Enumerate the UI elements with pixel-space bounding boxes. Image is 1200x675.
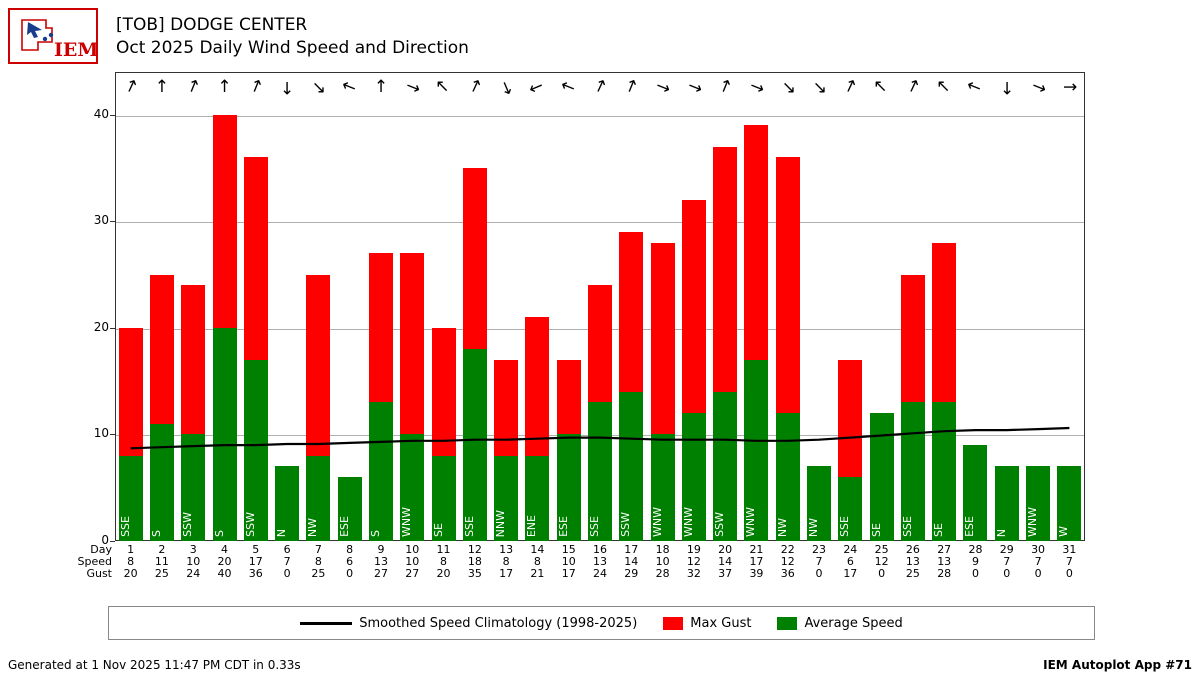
wind-direction-arrow-icon: ↑: [681, 76, 706, 98]
x-axis-speed: 10: [655, 555, 670, 568]
x-axis-gust: 0: [283, 567, 291, 580]
x-axis-speed: 12: [686, 555, 701, 568]
x-axis-day: 23: [812, 543, 827, 556]
x-axis-day: 18: [655, 543, 670, 556]
x-axis-day-column: [588, 544, 612, 580]
wind-direction-arrow-icon: ↑: [744, 76, 769, 98]
x-axis-day: 29: [999, 543, 1014, 556]
x-axis-day-column: [838, 544, 862, 580]
bar-direction-label: SE: [932, 523, 946, 537]
x-axis-day: 31: [1062, 543, 1077, 556]
bar-column: [463, 72, 487, 541]
bar-direction-label: N: [275, 528, 289, 537]
bar-column: [682, 72, 706, 541]
bar-column: [244, 72, 268, 541]
x-axis-speed: 7: [283, 555, 291, 568]
wind-direction-arrow-icon: ↑: [154, 77, 170, 97]
x-axis-gust: 20: [436, 567, 451, 580]
bar-column: [213, 72, 237, 541]
x-axis-gust: 27: [373, 567, 388, 580]
y-axis-tick-label: 20: [93, 319, 109, 334]
x-axis-speed: 10: [405, 555, 420, 568]
bar-column: [432, 72, 456, 541]
wind-direction-arrow-icon: ↑: [119, 74, 142, 100]
wind-direction-arrow-icon: ↑: [217, 77, 232, 97]
svg-text:IEM: IEM: [54, 39, 98, 61]
bar-direction-label: NW: [807, 517, 821, 537]
x-axis-gust: 0: [1065, 567, 1073, 580]
x-axis-day: 10: [405, 543, 420, 556]
y-axis-tick-mark: [110, 434, 115, 435]
x-axis-speed: 8: [502, 555, 510, 568]
x-axis-speed: 9: [971, 555, 979, 568]
x-axis-day: 19: [686, 543, 701, 556]
x-axis-day-column: [150, 544, 174, 580]
legend-item-gust: [663, 616, 751, 631]
x-axis-day-column: [963, 544, 987, 580]
bar-direction-label: ESE: [337, 516, 351, 537]
bar-column: [713, 72, 737, 541]
bar-column: [901, 72, 925, 541]
bar-direction-label: WNW: [744, 507, 758, 537]
x-axis-speed: 10: [561, 555, 576, 568]
bar-column: [181, 72, 205, 541]
x-axis-gust: 0: [346, 567, 354, 580]
bar-direction-label: S: [149, 530, 163, 537]
page-title: [116, 14, 469, 60]
wind-direction-arrow-icon: ↑: [1059, 79, 1080, 95]
bar-direction-label: W: [1057, 526, 1071, 537]
x-axis-speed: 10: [186, 555, 201, 568]
x-axis-day-column: [1057, 544, 1081, 580]
x-axis-speed: 8: [440, 555, 448, 568]
x-axis-day: 3: [189, 543, 197, 556]
wind-direction-arrow-icon: ↑: [620, 75, 642, 99]
x-axis-day: 15: [561, 543, 576, 556]
bar-direction-label: SSW: [181, 512, 195, 537]
wind-direction-arrow-icon: ↑: [999, 77, 1014, 97]
legend-label-average: Average Speed: [804, 615, 903, 631]
legend-item-climatology: [300, 616, 637, 631]
wind-direction-arrow-icon: ↑: [495, 75, 517, 99]
legend-swatch-average: [777, 617, 797, 630]
x-axis-speed: 8: [533, 555, 541, 568]
bar-column: [838, 72, 862, 541]
row-label-speed: Speed: [77, 555, 112, 568]
x-axis-gust: 17: [843, 567, 858, 580]
x-axis-gust: 35: [467, 567, 482, 580]
x-axis-gust: 0: [1034, 567, 1042, 580]
wind-direction-arrow-icon: ↑: [902, 74, 924, 100]
bar-column: [150, 72, 174, 541]
x-axis-day: 21: [749, 543, 764, 556]
x-axis-day-column: [369, 544, 393, 580]
x-axis-speed: 17: [749, 555, 764, 568]
y-axis-tick-mark: [110, 541, 115, 542]
wind-direction-arrow-icon: ↑: [279, 77, 295, 97]
bar-direction-label: WNW: [400, 507, 414, 537]
x-axis-day-column: [807, 544, 831, 580]
bar-column: [1057, 72, 1081, 541]
wind-direction-arrow-icon: ↑: [589, 74, 611, 100]
x-axis-gust: 0: [815, 567, 823, 580]
bar-column: [557, 72, 581, 541]
wind-direction-arrow-icon: ↑: [556, 76, 581, 98]
x-axis-day-column: [682, 544, 706, 580]
legend-label-gust: Max Gust: [690, 615, 752, 631]
bar-average-speed: [870, 413, 894, 541]
x-axis-gust: 17: [561, 567, 576, 580]
bar-average-speed: [369, 402, 393, 541]
x-axis-day: 22: [780, 543, 795, 556]
bar-column: [776, 72, 800, 541]
x-axis-day-column: [119, 544, 143, 580]
bar-column: [619, 72, 643, 541]
bar-column: [588, 72, 612, 541]
wind-direction-arrow-icon: ↑: [869, 74, 894, 100]
x-axis-gust: 28: [655, 567, 670, 580]
x-axis-speed: 7: [815, 555, 823, 568]
x-axis-day-column: [557, 544, 581, 580]
x-axis-day: 17: [624, 543, 639, 556]
x-axis-gust: 0: [1003, 567, 1011, 580]
bar-average-speed: [463, 349, 487, 541]
bar-direction-label: WNW: [1026, 507, 1040, 537]
wind-direction-arrow-icon: ↑: [775, 74, 800, 100]
x-axis-speed: 13: [373, 555, 388, 568]
x-axis-speed: 14: [624, 555, 639, 568]
x-axis-day: 9: [377, 543, 385, 556]
bar-direction-label: SSE: [588, 516, 601, 537]
x-axis-day-column: [776, 544, 800, 580]
wind-direction-arrow-icon: ↑: [932, 74, 957, 100]
wind-direction-arrow-icon: ↑: [431, 74, 456, 100]
x-axis-day: 27: [937, 543, 952, 556]
x-axis-day: 11: [436, 543, 451, 556]
x-axis-day-column: [901, 544, 925, 580]
bar-column: [306, 72, 330, 541]
y-axis-tick-label: 0: [101, 533, 109, 547]
x-axis-day: 16: [593, 543, 607, 556]
bar-direction-label: WNW: [650, 507, 664, 537]
bar-average-speed: [150, 424, 174, 541]
bar-column: [807, 72, 831, 541]
wind-direction-arrow-icon: ↑: [806, 74, 832, 100]
bar-direction-label: SSW: [243, 512, 257, 537]
x-axis-day: 6: [283, 543, 291, 556]
bar-direction-label: SSE: [118, 516, 132, 537]
y-axis-tick-mark: [110, 115, 115, 116]
bar-column: [525, 72, 549, 541]
wind-direction-arrow-icon: ↑: [337, 76, 362, 98]
x-axis-day-column: [275, 544, 299, 580]
x-axis-day: 25: [874, 543, 889, 556]
x-axis-day: 13: [499, 543, 514, 556]
y-axis-tick-label: 40: [93, 106, 109, 121]
y-axis-tick-label: 10: [93, 426, 109, 441]
x-axis-gust: 21: [530, 567, 545, 580]
x-axis-day-column: [213, 544, 237, 580]
bar-column: [400, 72, 424, 541]
x-axis-day: 4: [221, 543, 229, 556]
bar-direction-label: S: [212, 530, 226, 537]
x-axis-day-column: [744, 544, 768, 580]
x-axis-gust: 25: [154, 567, 169, 580]
x-axis-day: 30: [1031, 543, 1046, 556]
x-axis-speed: 14: [718, 555, 733, 568]
x-axis-gust: 36: [780, 567, 795, 580]
x-axis-day: 1: [127, 543, 135, 556]
wind-direction-arrow-icon: ↑: [839, 74, 861, 100]
row-label-gust: Gust: [86, 567, 112, 580]
bar-column: [369, 72, 393, 541]
x-axis-speed: 6: [346, 555, 354, 568]
bar-column: [1026, 72, 1050, 541]
bar-average-speed: [213, 328, 237, 541]
x-axis-gust: 37: [718, 567, 733, 580]
x-axis-speed: 12: [874, 555, 889, 568]
bar-column: [744, 72, 768, 541]
x-axis-speed: 18: [467, 555, 482, 568]
bar-direction-label: SE: [869, 523, 883, 537]
x-axis-speed: 8: [314, 555, 322, 568]
title-line-2: Oct 2025 Daily Wind Speed and Direction: [116, 38, 469, 58]
x-axis-day-column: [995, 544, 1019, 580]
bar-direction-label: SE: [431, 523, 445, 537]
x-axis-day-column: [525, 544, 549, 580]
wind-direction-arrow-icon: ↑: [306, 74, 331, 100]
x-axis-day: 26: [905, 543, 920, 556]
x-axis-day-column: [870, 544, 894, 580]
x-axis-gust: 24: [593, 567, 607, 580]
x-axis-day-column: [713, 544, 737, 580]
iem-logo: [8, 8, 98, 64]
bar-direction-label: SSE: [462, 516, 476, 537]
x-axis-day-column: [432, 544, 456, 580]
x-axis-day-column: [463, 544, 487, 580]
bar-direction-label: NW: [775, 517, 789, 537]
wind-direction-arrow-icon: ↑: [1026, 76, 1051, 98]
bar-direction-label: ENE: [525, 514, 539, 537]
x-axis-gust: 17: [499, 567, 514, 580]
wind-direction-arrow-icon: ↑: [245, 75, 267, 99]
x-axis-speed: 6: [846, 555, 854, 568]
x-axis-day: 20: [718, 543, 733, 556]
x-axis-gust: 36: [248, 567, 263, 580]
row-label-day: Day: [90, 543, 112, 556]
y-axis-tick-mark: [110, 328, 115, 329]
bars-layer: [115, 72, 1085, 541]
bar-direction-label: SSW: [619, 512, 633, 537]
wind-direction-arrow-icon: ↑: [182, 75, 204, 99]
wind-direction-arrow-icon: ↑: [373, 77, 389, 97]
x-axis-day: 28: [968, 543, 983, 556]
x-axis-gust: 0: [971, 567, 979, 580]
x-axis-day-column: [494, 544, 518, 580]
x-axis-speed: 12: [780, 555, 795, 568]
wind-direction-arrow-icon: ↑: [464, 74, 486, 100]
bar-column: [494, 72, 518, 541]
wind-direction-arrow-icon: ↑: [963, 76, 988, 98]
bar-direction-label: ESE: [556, 516, 570, 537]
legend-swatch-gust: [663, 617, 683, 630]
x-axis-speed: 13: [905, 555, 920, 568]
legend-line-swatch: [300, 622, 352, 625]
x-axis-day-column: [400, 544, 424, 580]
x-axis-gust: 20: [123, 567, 138, 580]
bar-direction-label: NNW: [494, 509, 508, 537]
x-axis-gust: 24: [186, 567, 201, 580]
x-axis-day: 8: [346, 543, 354, 556]
x-axis-speed: 20: [217, 555, 232, 568]
bar-column: [275, 72, 299, 541]
bar-direction-label: SSE: [838, 516, 852, 537]
bar-direction-label: N: [994, 528, 1008, 537]
bar-column: [870, 72, 894, 541]
chart-legend: [108, 606, 1095, 640]
x-axis-day-column: [1026, 544, 1050, 580]
bar-column: [338, 72, 362, 541]
bar-direction-label: SSW: [713, 512, 727, 537]
wind-direction-arrow-icon: ↑: [400, 76, 425, 98]
x-axis-day: 12: [467, 543, 482, 556]
x-axis-day: 14: [530, 543, 545, 556]
x-axis-row-labels: [50, 544, 112, 580]
wind-direction-arrow-icon: ↑: [525, 76, 550, 98]
wind-direction-arrow-icon: ↑: [714, 75, 736, 99]
legend-item-average: [777, 616, 902, 631]
bar-direction-label: NW: [306, 517, 320, 537]
x-axis-gust: 29: [624, 567, 639, 580]
x-axis-day: 2: [158, 543, 166, 556]
x-axis-day-column: [306, 544, 330, 580]
bar-direction-label: WNW: [681, 507, 695, 537]
bar-direction-label: ESE: [963, 516, 977, 537]
x-axis-gust: 28: [937, 567, 952, 580]
bar-direction-label: S: [368, 530, 382, 537]
x-axis-day-column: [651, 544, 675, 580]
bar-direction-label: SSE: [900, 516, 914, 537]
x-axis-speed: 13: [937, 555, 952, 568]
x-axis-speed: 7: [1034, 555, 1042, 568]
x-axis-speed: 17: [248, 555, 263, 568]
x-axis-speed: 13: [593, 555, 607, 568]
x-axis-day-column: [932, 544, 956, 580]
x-axis-gust: 25: [905, 567, 920, 580]
x-axis-gust: 32: [686, 567, 701, 580]
x-axis-gust: 25: [311, 567, 326, 580]
x-axis-day-column: [244, 544, 268, 580]
bar-column: [119, 72, 143, 541]
title-line-1: [TOB] DODGE CENTER: [116, 15, 308, 35]
x-axis-gust: 39: [749, 567, 764, 580]
x-axis-day-column: [181, 544, 205, 580]
wind-direction-arrow-icon: ↑: [650, 76, 675, 98]
x-axis-day-column: [338, 544, 362, 580]
bar-column: [963, 72, 987, 541]
x-axis-gust: 0: [878, 567, 886, 580]
bar-column: [932, 72, 956, 541]
x-axis-gust: 40: [217, 567, 232, 580]
x-axis-day: 5: [252, 543, 260, 556]
x-axis-speed: 7: [1065, 555, 1073, 568]
bar-average-speed: [932, 402, 956, 541]
x-axis-day: 7: [314, 543, 322, 556]
legend-label-climatology: Smoothed Speed Climatology (1998-2025): [359, 615, 638, 631]
footer-app-id: IEM Autoplot App #71: [1043, 658, 1192, 672]
bar-column: [995, 72, 1019, 541]
y-axis-tick-mark: [110, 221, 115, 222]
x-axis-speed: 7: [1003, 555, 1011, 568]
y-axis-tick-label: 30: [93, 213, 109, 228]
x-axis-speed: 11: [154, 555, 169, 568]
bar-column: [651, 72, 675, 541]
x-axis-speed: 8: [127, 555, 135, 568]
x-axis-gust: 27: [405, 567, 420, 580]
footer-generated-text: Generated at 1 Nov 2025 11:47 PM CDT in 0.33s: [8, 658, 301, 672]
x-axis-day-column: [619, 544, 643, 580]
x-axis-day: 24: [843, 543, 858, 556]
